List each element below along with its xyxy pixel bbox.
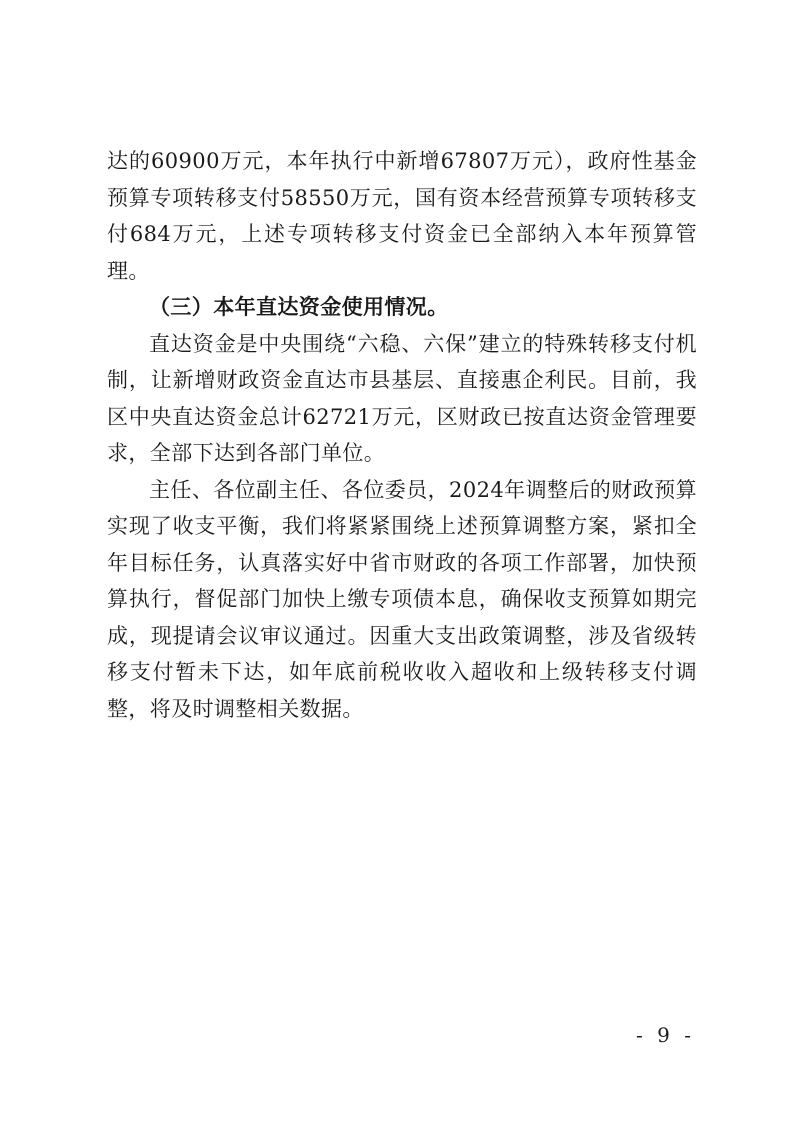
document-body bbox=[107, 143, 697, 727]
paragraph-direct-funds: 直达资金是中央围绕“六稳、六保”建立的特殊转移支付机制，让新增财政资金直达市县基层、直接惠企利民。目前，我区中央直达资金总计62721万元，区财政已按直达资金管理要求，全部下达到各部门单位。 bbox=[107, 331, 697, 465]
section-heading: （三）本年直达资金使用情况。 bbox=[149, 294, 449, 319]
paragraph-continuation: 达的60900万元，本年执行中新增67807万元），政府性基金预算专项转移支付58550万元，国有资本经营预算专项转移支付684万元，上述专项转移支付资金已全部纳入本年预算管理。 bbox=[107, 149, 697, 283]
page-number: - 9 - bbox=[636, 1023, 695, 1047]
paragraph-closing: 主任、各位副主任、各位委员，2024年调整后的财政预算实现了收支平衡，我们将紧紧围绕上述预算调整方案，紧扣全年目标任务，认真落实好中省市财政的各项工作部署，加快预算执行，督促部门加快上缴专项债本息，确保收支预算如期完成，现提请会议审议通过。因重大支出政策调整，涉及省级转移支付暂未下达，如年底前税收收入超收和上级转移支付调整，将及时调整相关数据。 bbox=[107, 477, 697, 721]
